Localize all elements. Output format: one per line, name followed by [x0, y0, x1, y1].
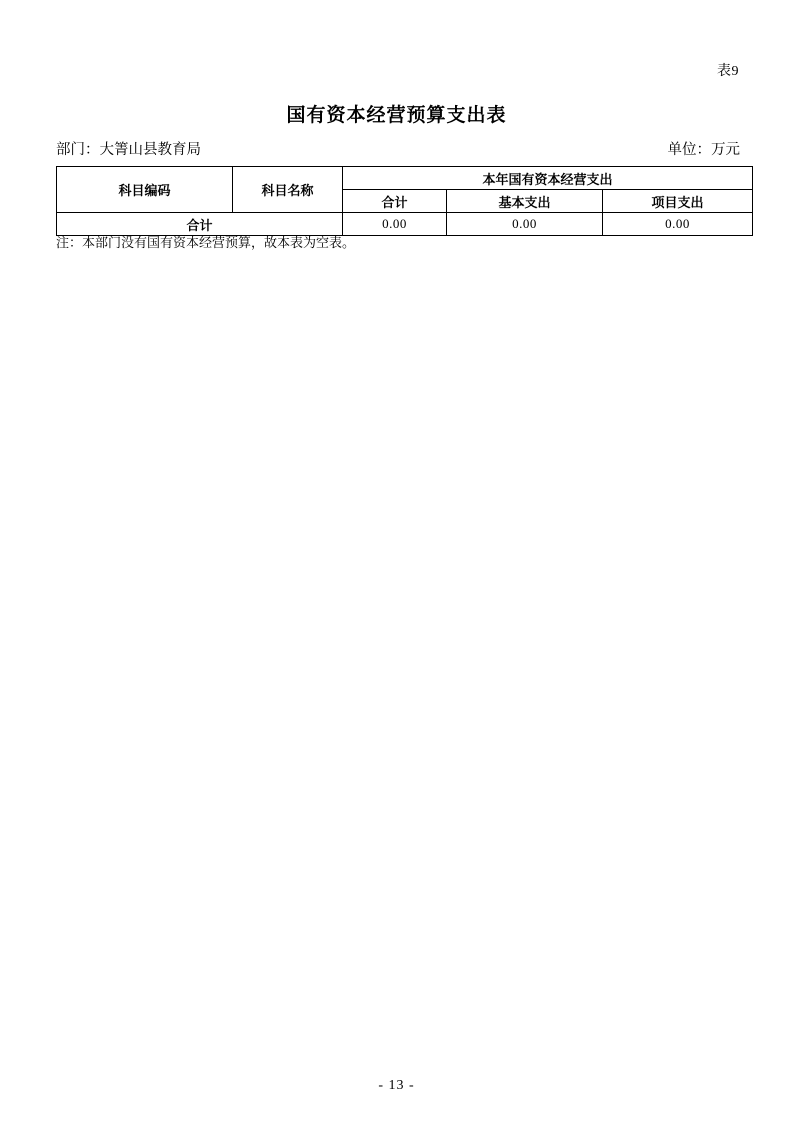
meta-row: [56, 138, 740, 160]
cell-basic: 0.00: [447, 213, 603, 236]
department-label: 部门：: [56, 142, 100, 158]
row-label-total: 合计: [57, 213, 343, 236]
header-project: 项目支出: [603, 190, 753, 213]
header-group: 本年国有资本经营支出: [343, 167, 753, 190]
table-number-label: 表9: [717, 64, 739, 79]
header-total: 合计: [343, 190, 447, 213]
header-basic: 基本支出: [447, 190, 603, 213]
unit-label: 单位：万元: [667, 142, 740, 158]
page-number: - 13 -: [378, 1078, 415, 1093]
header-code: 科目编码: [57, 167, 233, 213]
header-name: 科目名称: [233, 167, 343, 213]
page-title: 国有资本经营预算支出表: [286, 105, 507, 126]
cell-project: 0.00: [603, 213, 753, 236]
cell-total: 0.00: [343, 213, 447, 236]
budget-table: [56, 166, 753, 236]
department-name: 大箐山县教育局: [99, 142, 201, 158]
department-info: [56, 138, 201, 159]
table-header-row-1: [57, 167, 753, 190]
table-note: 注：本部门没有国有资本经营预算，故本表为空表。: [56, 235, 356, 250]
